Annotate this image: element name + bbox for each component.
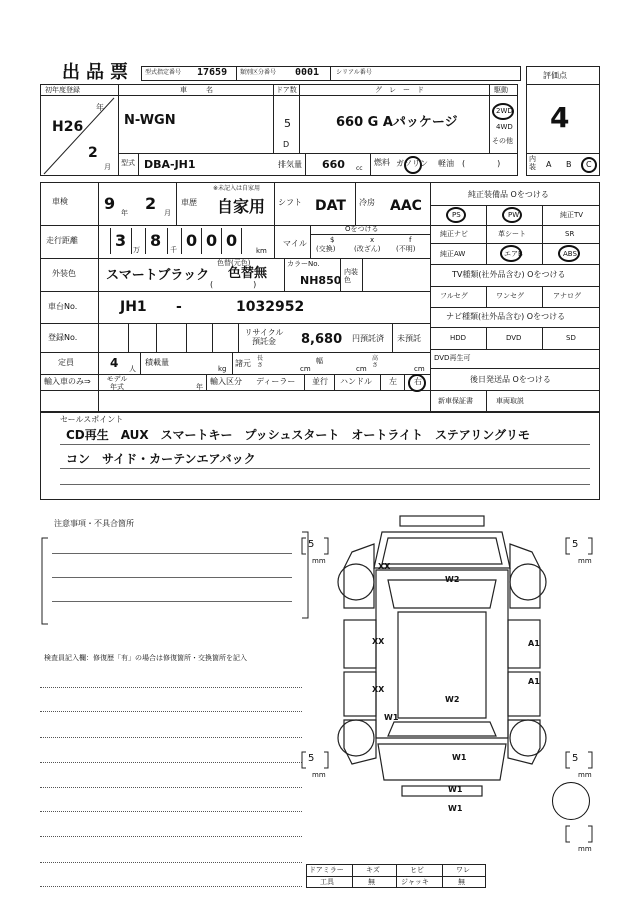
first-reg-month: 2 bbox=[88, 145, 98, 161]
tv-fullseg: フルセグ bbox=[440, 292, 468, 300]
load-kg: kg bbox=[218, 365, 227, 373]
model-type: DBA-JH1 bbox=[144, 158, 196, 171]
recycle-unpaid: 未預託 bbox=[397, 334, 421, 343]
page-title: 出品票 bbox=[62, 62, 134, 83]
equip-ps-circle bbox=[446, 207, 466, 223]
caution-bracket bbox=[40, 528, 310, 628]
tire-front-left: 5 bbox=[308, 539, 315, 550]
acc-tools-label: 工具 bbox=[320, 878, 334, 886]
chassis-label: 車台No. bbox=[48, 302, 78, 311]
drive-2wd-circle bbox=[492, 103, 514, 120]
dims-length-cm: cm bbox=[300, 365, 311, 373]
fuel-gasoline-circle bbox=[404, 156, 422, 174]
history-note: ※未記入は自家用 bbox=[213, 185, 261, 192]
equip-abs-circle bbox=[558, 245, 580, 262]
caution-label: 注意事項・不具合箇所 bbox=[54, 519, 134, 528]
tv-oneseg: ワンセグ bbox=[496, 292, 524, 300]
dvd-playback: DVD再生可 bbox=[434, 354, 471, 362]
fuel-label: 燃料 bbox=[374, 158, 390, 167]
door-code: D bbox=[283, 140, 290, 149]
mark-w1-rear-bumper: W1 bbox=[448, 785, 463, 794]
interior-color-label: 内装色 bbox=[344, 268, 358, 284]
sales-point-line-2: コン サイド・カーテンエアバック bbox=[66, 452, 256, 466]
mark-xx-front: XX bbox=[378, 562, 391, 571]
first-reg-label: 初年度登録 bbox=[45, 86, 80, 94]
acc-door-mirror: ドアミラー bbox=[309, 866, 344, 874]
equip-ps: PS bbox=[452, 211, 461, 219]
equip-airbag: エアB bbox=[504, 250, 523, 258]
mileage-sen: 千 bbox=[170, 246, 177, 254]
cc-unit: cc bbox=[356, 165, 363, 172]
sales-point-label: セールスポイント bbox=[60, 415, 124, 424]
category-no: 0001 bbox=[295, 67, 320, 78]
mark-w2-hood: W2 bbox=[445, 575, 460, 584]
model-designation-no: 17659 bbox=[197, 67, 228, 78]
fuel-gasoline: ガソリン bbox=[396, 159, 428, 168]
car-name: N-WGN bbox=[124, 113, 176, 128]
equip-airbag-circle bbox=[500, 245, 522, 262]
mileage-mark-o: Oをつける bbox=[345, 225, 379, 233]
drive-other: その他 bbox=[492, 137, 513, 145]
ac-value: AAC bbox=[390, 198, 422, 214]
reg-no-label: 登録No. bbox=[48, 333, 78, 342]
tire-rear-right: 5 bbox=[572, 753, 579, 764]
history-value: 自家用 bbox=[217, 197, 266, 216]
tv-analog: アナログ bbox=[553, 292, 581, 300]
tire-rear-left-mm: mm bbox=[312, 771, 326, 779]
serial-label: シリアル番号 bbox=[336, 69, 372, 76]
after-warranty: 新車保証書 bbox=[438, 397, 473, 405]
dims-height: 高さ bbox=[372, 355, 379, 369]
recycle-fee: 8,680 bbox=[301, 332, 343, 347]
equipment-title: 純正装備品 Oをつける bbox=[468, 190, 549, 199]
dims-label: 諸元 bbox=[235, 359, 251, 368]
equip-sr: SR bbox=[565, 230, 575, 238]
first-reg-era-year: H26 bbox=[52, 119, 84, 135]
score-value: 4 bbox=[550, 101, 570, 134]
inspection-label: 車検 bbox=[52, 197, 68, 206]
capacity-value: 4 bbox=[110, 356, 119, 370]
mileage-man: 万 bbox=[133, 246, 140, 254]
import-parallel: 並行 bbox=[312, 377, 328, 386]
handle-right: 右 bbox=[414, 377, 422, 386]
score-label: 評価点 bbox=[543, 71, 567, 80]
capacity-label: 定員 bbox=[58, 358, 74, 367]
mileage-label: 走行距離 bbox=[46, 236, 78, 245]
mark-w1-left-quarter: W1 bbox=[384, 713, 399, 722]
ac-label: 冷房 bbox=[359, 198, 375, 207]
year-suffix: 年 bbox=[96, 103, 104, 112]
interior-grade-a: A bbox=[546, 160, 552, 169]
equip-pw-circle bbox=[502, 207, 522, 223]
dims-height-cm: cm bbox=[414, 365, 425, 373]
tire-rear-left: 5 bbox=[308, 753, 315, 764]
mark-w2-roof: W2 bbox=[445, 695, 460, 704]
mileage-digit-2: 8 bbox=[150, 231, 162, 250]
grade-value: 660 G Aパッケージ bbox=[336, 115, 458, 130]
acc-scratch: キズ bbox=[366, 866, 380, 874]
model-year-label: モデル年式 bbox=[106, 375, 128, 391]
sales-point-line-1: CD再生 AUX スマートキー プッシュスタート オートライト ステアリングリモ bbox=[66, 428, 531, 442]
door-count-label: ドア数 bbox=[276, 86, 297, 94]
after-manual: 車両取説 bbox=[496, 397, 524, 405]
equip-tv: 純正TV bbox=[560, 211, 584, 219]
mark-a1-right-rear-door: A1 bbox=[528, 677, 540, 686]
recycle-paid: 円預託済 bbox=[352, 334, 384, 343]
shift-value: DAT bbox=[315, 198, 346, 214]
handle-right-circle bbox=[408, 374, 426, 392]
acc-break: ワレ bbox=[456, 866, 470, 874]
import-category-label: 輸入区分 bbox=[210, 377, 242, 386]
model-designation-label: 型式指定番号 bbox=[145, 69, 182, 76]
fuel-paren: ( ) bbox=[462, 159, 501, 168]
color-no: NH850 bbox=[300, 274, 342, 287]
interior-grade-c: C bbox=[586, 160, 592, 169]
recycle-label: リサイクル預託金 bbox=[244, 328, 284, 346]
tv-title: TV種類(社外品含む) Oをつける bbox=[452, 270, 566, 279]
chassis-dash: - bbox=[176, 299, 182, 315]
mileage-unknown-mark: f bbox=[409, 236, 412, 244]
grade-label: グ レ ー ド bbox=[375, 86, 424, 94]
drive-label: 駆動 bbox=[494, 86, 508, 94]
load-label: 積載量 bbox=[145, 358, 169, 367]
mileage-digit-4: 0 bbox=[206, 231, 218, 250]
tire-spare-mm: mm bbox=[578, 845, 592, 853]
inspection-year: 9 bbox=[104, 194, 116, 213]
equip-leather: 革シート bbox=[498, 230, 526, 238]
interior-grade-label: 内装 bbox=[529, 155, 536, 171]
month-suffix: 月 bbox=[104, 163, 111, 171]
import-dealer: ディーラー bbox=[256, 377, 296, 386]
acc-jack-value: 無 bbox=[458, 878, 465, 886]
repaint-paren: ( ) bbox=[210, 280, 257, 289]
tire-front-left-mm: mm bbox=[312, 557, 326, 565]
mileage-altered: (改ざん) bbox=[354, 245, 381, 253]
handle-left: 左 bbox=[389, 377, 397, 386]
equip-navi: 純正ナビ bbox=[440, 230, 468, 238]
mileage-digit-3: 0 bbox=[186, 231, 198, 250]
chassis-prefix: JH1 bbox=[120, 299, 147, 315]
history-label: 車歴 bbox=[181, 198, 197, 207]
inspection-year-unit: 年 bbox=[121, 209, 128, 217]
mileage-swap-mark: $ bbox=[330, 236, 335, 244]
drive-4wd: 4WD bbox=[496, 123, 513, 131]
model-type-label: 型式 bbox=[121, 159, 135, 167]
after-title: 後日発送品 Oをつける bbox=[470, 375, 551, 384]
navi-hdd: HDD bbox=[450, 334, 467, 342]
dims-width-cm: cm bbox=[356, 365, 367, 373]
import-label: 輸入車のみ⇒ bbox=[44, 377, 91, 386]
inspector-label: 検査員記入欄：修復歴「有」の場合は修復箇所・交換箇所を記入 bbox=[44, 654, 247, 662]
interior-grade-b: B bbox=[566, 160, 572, 169]
inspection-month-unit: 月 bbox=[164, 209, 171, 217]
exterior-color: スマートブラック bbox=[106, 268, 210, 283]
drive-2wd: 2WD bbox=[496, 107, 513, 115]
equip-aw: 純正AW bbox=[440, 250, 466, 258]
repaint-label: 色替(元色) bbox=[217, 259, 251, 267]
navi-title: ナビ種類(社外品含む) Oをつける bbox=[446, 312, 566, 321]
interior-grade-c-circle bbox=[581, 157, 597, 173]
shift-label: シフト bbox=[278, 198, 302, 207]
acc-tools-value: 無 bbox=[368, 878, 375, 886]
mileage-km: km bbox=[256, 247, 267, 255]
mark-a1-right-front-door: A1 bbox=[528, 639, 540, 648]
acc-jack-label: ジャッキ bbox=[401, 878, 429, 886]
dims-width: 幅 bbox=[316, 357, 323, 365]
displacement-label: 排気量 bbox=[278, 160, 302, 169]
mark-xx-left-front-door: XX bbox=[372, 637, 385, 646]
repaint-value: 色替無 bbox=[228, 266, 268, 281]
navi-sd: SD bbox=[566, 334, 576, 342]
mark-w1-trunk: W1 bbox=[452, 753, 467, 762]
mark-xx-left-rear-door: XX bbox=[372, 685, 385, 694]
acc-crack: ヒビ bbox=[410, 866, 424, 874]
dims-length: 長さ bbox=[257, 355, 264, 369]
tire-rear-right-mm: mm bbox=[578, 771, 592, 779]
tire-front-right-mm: mm bbox=[578, 557, 592, 565]
fuel-light-oil: 軽油 bbox=[438, 159, 454, 168]
exterior-label: 外装色 bbox=[52, 269, 76, 278]
equip-abs: ABS bbox=[563, 250, 577, 258]
mileage-digit-1: 3 bbox=[115, 231, 127, 250]
car-name-label: 車 名 bbox=[180, 86, 219, 94]
mileage-unknown: (不明) bbox=[396, 245, 416, 253]
chassis-no: 1032952 bbox=[236, 299, 305, 315]
mark-w1-rear-bottom: W1 bbox=[448, 804, 463, 813]
capacity-unit: 人 bbox=[129, 365, 136, 373]
navi-dvd: DVD bbox=[506, 334, 522, 342]
door-count: 5 bbox=[284, 117, 291, 130]
mileage-altered-mark: x bbox=[370, 236, 375, 244]
tire-front-right: 5 bbox=[572, 539, 579, 550]
model-year-unit: 年 bbox=[196, 383, 203, 391]
mileage-digit-5: 0 bbox=[226, 231, 238, 250]
category-label: 類別区分番号 bbox=[240, 69, 277, 76]
color-no-label: カラーNo. bbox=[287, 260, 320, 268]
inspection-month: 2 bbox=[145, 194, 157, 213]
mileage-swap: (交換) bbox=[316, 245, 336, 253]
equip-pw: PW bbox=[508, 211, 520, 219]
handle-label: ハンドル bbox=[340, 377, 372, 386]
displacement: 660 bbox=[322, 158, 345, 171]
mile-label: マイル bbox=[283, 239, 307, 248]
